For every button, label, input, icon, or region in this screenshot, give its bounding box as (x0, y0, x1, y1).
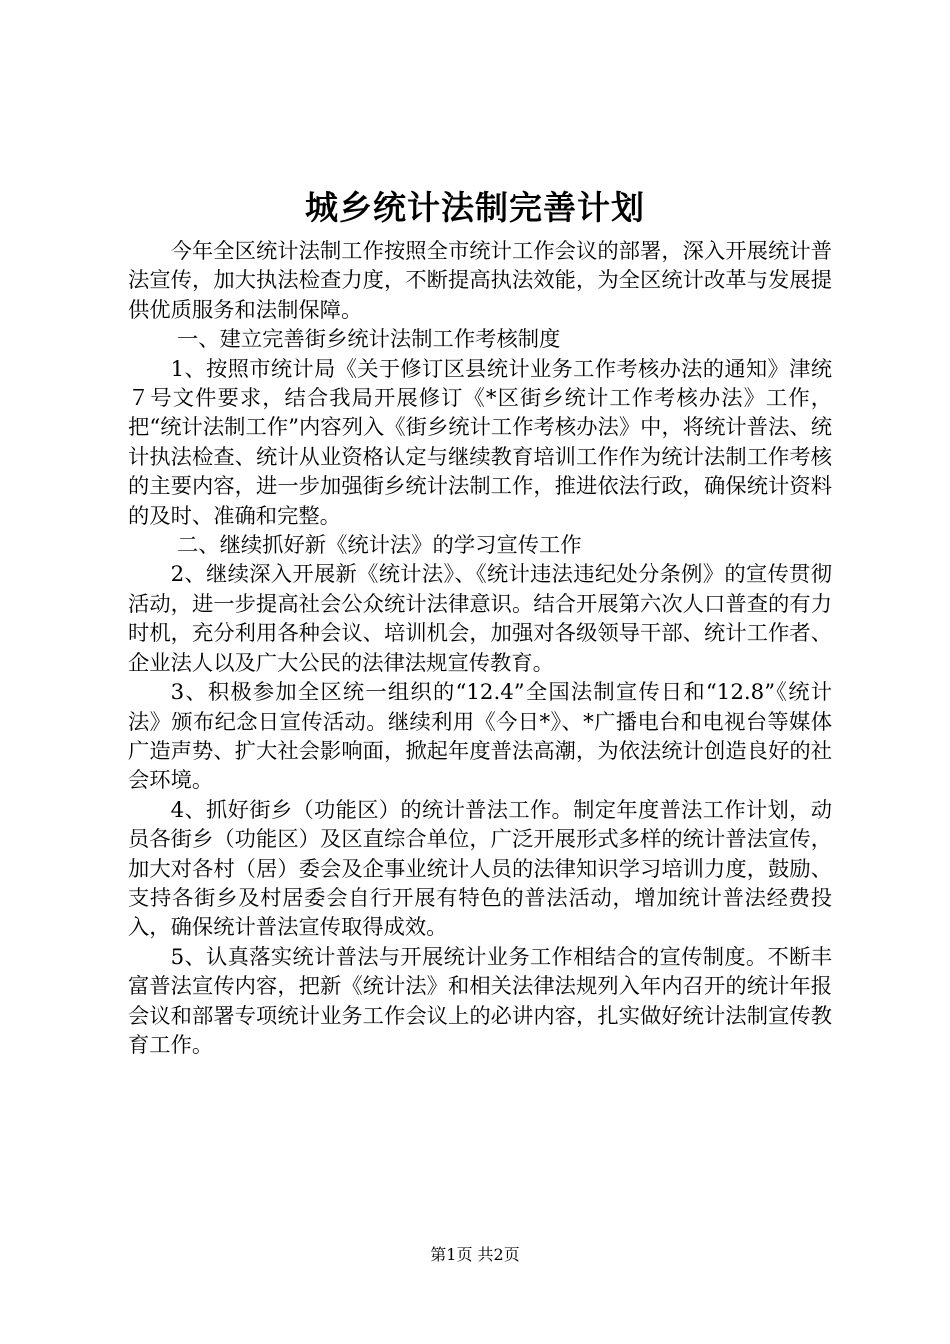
paragraph-item-3: 3、积极参加全区统一组织的“12.4”全国法制宣传日和“12.8”《统计法》颁布纪念日宣传活动。继续利用《今日*》、*广播电台和电视台等媒体广造声势、扩大社会影响面，掀起年度普法高潮，为依法统计创造良好的社会环境。 (128, 680, 832, 794)
document-body (128, 237, 832, 1060)
page-number: 第1页 共2页 (430, 1245, 520, 1264)
paragraph-item-2: 2、继续深入开展新《统计法》、《统计违法违纪处分条例》的宣传贯彻活动，进一步提高社会公众统计法律意识。结合开展第六次人口普查的有力时机，充分利用各种会议、培训机会，加强对各级领导干部、统计工作者、企业法人以及广大公民的法律法规宣传教育。 (128, 562, 832, 676)
intro-paragraph: 今年全区统计法制工作按照全市统计工作会议的部署，深入开展统计普法宣传，加大执法检查力度，不断提高执法效能，为全区统计改革与发展提供优质服务和法制保障。 (128, 239, 832, 323)
paragraph-item-1: 1、按照市统计局《关于修订区县统计业务工作考核办法的通知》津统７号文件要求，结合我局开展修订《*区街乡统计工作考核办法》工作，把“统计法制工作”内容列入《街乡统计工作考核办法》中，将统计普法、统计执法检查、统计从业资格认定与继续教育培训工作作为统计法制工作考核的主要内容，进一步加强街乡统计法制工作，推进依法行政，确保统计资料的及时、准确和完整。 (128, 356, 832, 529)
section-heading-1: 一、建立完善街乡统计法制工作考核制度 (176, 327, 561, 353)
paragraph-item-5: 5、认真落实统计普法与开展统计业务工作相结合的宣传制度。不断丰富普法宣传内容，把新《统计法》和相关法律法规列入年内召开的统计年报会议和部署专项统计业务工作会议上的必讲内容，扎实做好统计法制宣传教育工作。 (128, 944, 832, 1058)
section-heading-2: 二、继续抓好新《统计法》的学习宣传工作 (176, 533, 582, 559)
paragraph-item-4: 4、抓好街乡（功能区）的统计普法工作。制定年度普法工作计划，动员各街乡（功能区）及区直综合单位，广泛开展形式多样的统计普法宣传，加大对各村（居）委会及企事业统计人员的法律知识学习培训力度，鼓励、支持各街乡及村居委会自行开展有特色的普法活动，增加统计普法经费投入，确保统计普法宣传取得成效。 (128, 797, 832, 941)
document-title: 城乡统计法制完善计划 (305, 188, 645, 227)
